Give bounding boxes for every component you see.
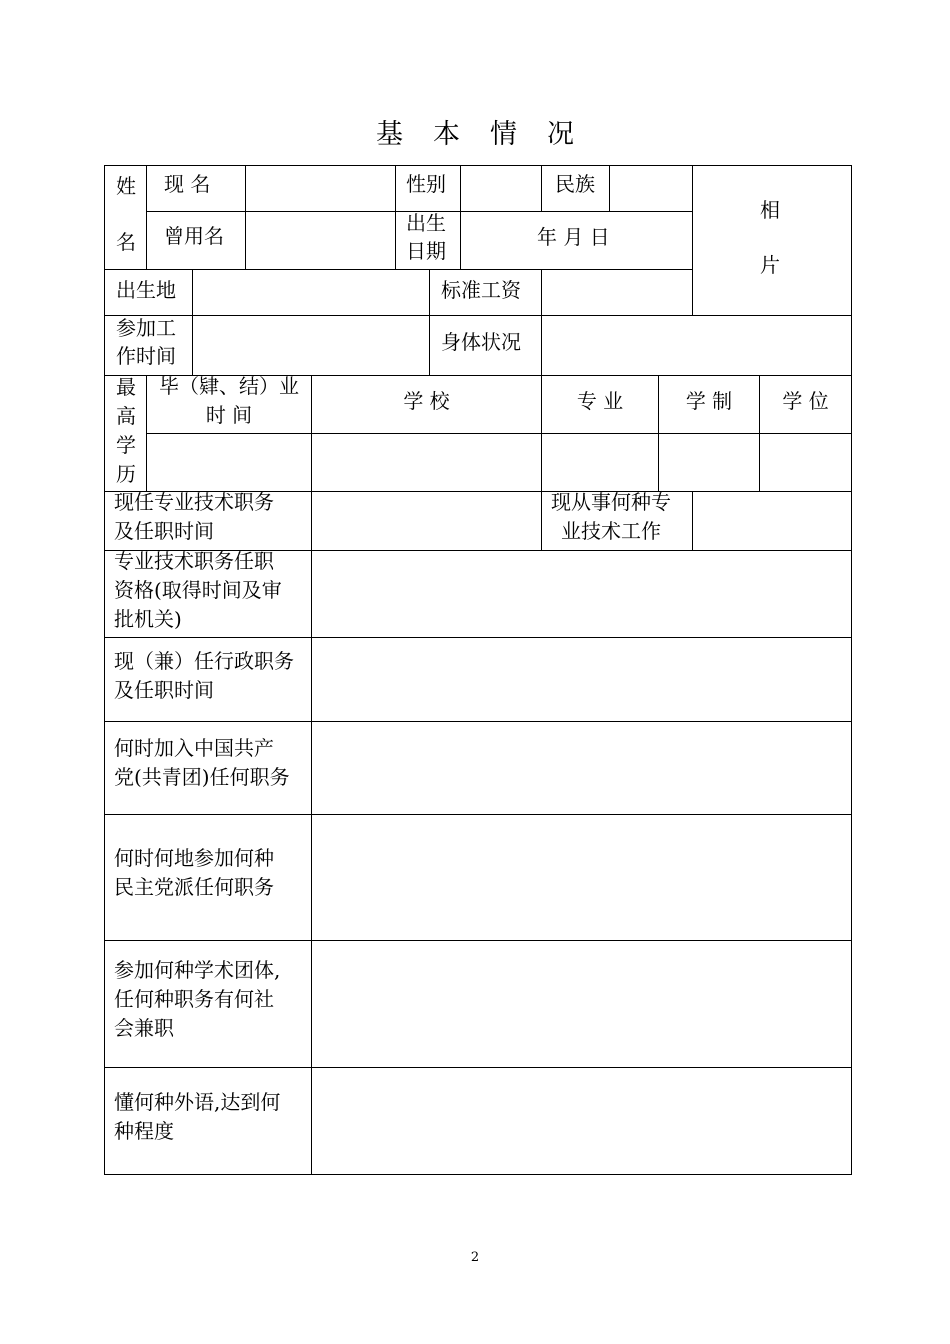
rule — [311, 375, 312, 1175]
admin-post-label-2: 及任职时间 — [114, 678, 214, 702]
rule — [692, 165, 693, 316]
table-border-right — [851, 165, 852, 1175]
tech-work-field[interactable] — [694, 493, 850, 549]
name-label-2: 名 — [116, 230, 136, 254]
edu-label-3: 学 — [116, 433, 136, 457]
work-start-label-2: 作时间 — [116, 344, 176, 368]
standard-salary-label: 标准工资 — [441, 278, 521, 302]
rule — [395, 165, 396, 270]
birth-date-label-1: 出生 — [406, 211, 446, 235]
photo-label-2: 片 — [760, 253, 780, 277]
table-border-bottom — [104, 1174, 852, 1175]
school-field[interactable] — [313, 435, 540, 490]
school-label: 学 校 — [403, 389, 450, 413]
rule — [104, 315, 852, 316]
page-title: 基本情况 — [376, 119, 604, 150]
ethnicity-field[interactable] — [611, 167, 691, 210]
birthplace-field[interactable] — [194, 271, 428, 314]
qualification-field[interactable] — [313, 552, 850, 636]
rule — [245, 165, 246, 270]
page-number: 2 — [470, 1250, 480, 1265]
work-start-label-1: 参加工 — [116, 316, 176, 340]
rule — [146, 165, 147, 270]
rule — [104, 637, 852, 638]
duration-field[interactable] — [660, 435, 758, 490]
rule — [104, 940, 852, 941]
gender-field[interactable] — [462, 167, 540, 210]
current-name-label: 现 名 — [164, 172, 211, 196]
table-border-top — [104, 165, 852, 166]
edu-label-2: 高 — [116, 404, 136, 428]
grad-time-label-1: 毕（肄、结）业 — [159, 374, 299, 398]
degree-field[interactable] — [761, 435, 850, 490]
language-label-2: 种程度 — [114, 1119, 174, 1143]
democratic-party-field[interactable] — [313, 816, 850, 939]
birthplace-label: 出生地 — [116, 278, 176, 302]
birth-date-ymd: 年 月 日 — [537, 225, 610, 249]
work-start-field[interactable] — [194, 317, 428, 374]
qualification-label-1: 专业技术职务任职 — [114, 549, 274, 573]
health-status-field[interactable] — [543, 317, 850, 374]
former-name-label: 曾用名 — [164, 224, 224, 248]
tech-work-label-1: 现从事何种专 — [551, 490, 671, 514]
birth-date-label-2: 日期 — [406, 239, 446, 263]
gender-label: 性别 — [406, 172, 446, 196]
grad-time-label-2: 时 间 — [205, 403, 253, 427]
ethnicity-label: 民族 — [555, 172, 595, 196]
major-field[interactable] — [543, 435, 657, 490]
cpc-label-2: 党(共青团)任何职务 — [114, 765, 290, 789]
rule — [541, 269, 542, 376]
qualification-label-3: 批机关) — [114, 607, 182, 631]
democratic-party-label-1: 何时何地参加何种 — [114, 846, 274, 870]
birth-date-field[interactable] — [462, 213, 691, 268]
edu-label-4: 历 — [116, 462, 136, 486]
tech-post-label-2: 及任职时间 — [114, 519, 214, 543]
rule — [609, 165, 610, 212]
admin-post-field[interactable] — [313, 639, 850, 720]
admin-post-label-1: 现（兼）任行政职务 — [114, 649, 294, 673]
qualification-label-2: 资格(取得时间及审 — [114, 578, 282, 602]
former-name-field[interactable] — [247, 213, 394, 268]
rule — [104, 814, 852, 815]
edu-label-1: 最 — [116, 375, 136, 399]
language-label-1: 懂何种外语,达到何 — [114, 1090, 281, 1114]
grad-time-field[interactable] — [148, 435, 310, 490]
standard-salary-field[interactable] — [543, 271, 691, 314]
academic-label-1: 参加何种学术团体, — [114, 958, 281, 982]
name-label-1: 姓 — [116, 174, 136, 198]
language-field[interactable] — [313, 1069, 850, 1173]
rule — [146, 433, 852, 434]
rule — [192, 269, 193, 376]
duration-label: 学 制 — [685, 389, 733, 413]
current-name-field[interactable] — [247, 167, 394, 210]
photo-label-1: 相 — [760, 198, 780, 222]
rule — [692, 491, 693, 551]
photo-box[interactable] — [694, 167, 850, 314]
cpc-label-1: 何时加入中国共产 — [114, 736, 274, 760]
cpc-field[interactable] — [313, 723, 850, 813]
table-border-left — [104, 165, 105, 1175]
rule — [460, 165, 461, 270]
rule — [541, 165, 542, 212]
academic-label-2: 任何种职务有何社 — [114, 987, 274, 1011]
rule — [104, 721, 852, 722]
academic-field[interactable] — [313, 942, 850, 1066]
tech-post-field[interactable] — [313, 493, 540, 549]
academic-label-3: 会兼职 — [114, 1016, 174, 1040]
tech-post-label-1: 现任专业技术职务 — [114, 490, 274, 514]
major-label: 专 业 — [576, 389, 624, 413]
tech-work-label-2: 业技术工作 — [561, 519, 661, 543]
degree-label: 学 位 — [782, 389, 829, 413]
rule — [429, 269, 430, 376]
rule — [104, 1067, 852, 1068]
health-status-label: 身体状况 — [441, 330, 521, 354]
democratic-party-label-2: 民主党派任何职务 — [114, 875, 274, 899]
